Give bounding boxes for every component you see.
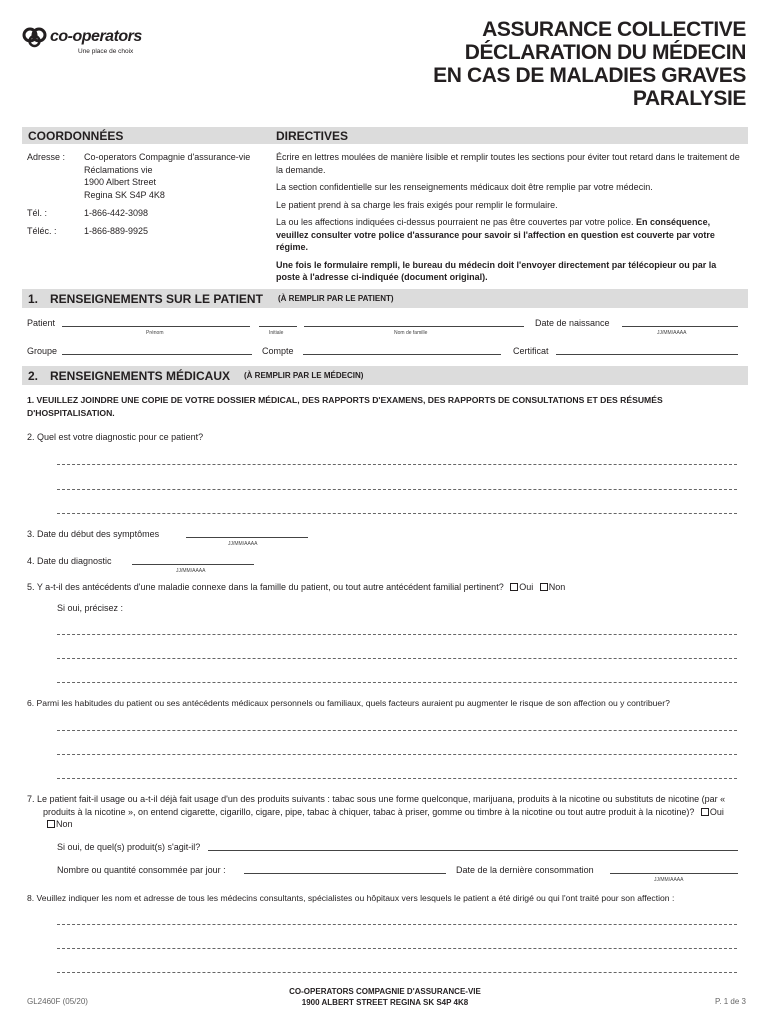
address-line: Regina SK S4P 4K8 [84, 189, 165, 200]
compte-label: Compte [262, 346, 294, 356]
q7-qty-label: Nombre ou quantité consommée par jour : [57, 865, 226, 875]
answer-line[interactable] [57, 634, 737, 635]
patient-label: Patient [27, 318, 56, 328]
tel-value: 1-866-442-3098 [84, 208, 149, 218]
section1-title: RENSEIGNEMENTS SUR LE PATIENT [50, 292, 263, 306]
directives-heading: DIRECTIVES [276, 129, 349, 143]
directive-3: Le patient prend à sa charge les frais exigés pour remplir le formulaire. [276, 199, 558, 210]
question-3: 3. Date du début des symptômes [27, 529, 160, 539]
section1-header [22, 289, 748, 308]
date-format-caption: JJ/MM/AAAA [176, 568, 206, 574]
q7-last-label: Date de la dernière consommation [456, 865, 594, 875]
form-code: GL2460F (05/20) [27, 997, 88, 1006]
directive-5: Une fois le formulaire rempli, le bureau du médecin doit l'envoyer directement par télécopieur ou par la poste à l'adresse ci-indiquée (document original). [276, 259, 717, 282]
date-format-caption: JJ/MM/AAAA [228, 541, 258, 547]
q7-non-checkbox[interactable] [47, 820, 55, 828]
answer-line[interactable] [57, 754, 737, 755]
patient-initial-field[interactable] [259, 326, 297, 327]
certificat-label: Certificat [513, 346, 549, 356]
answer-line[interactable] [57, 464, 737, 465]
answer-line[interactable] [57, 924, 737, 925]
products-field[interactable] [208, 850, 738, 851]
q7-oui-checkbox[interactable] [701, 808, 709, 816]
section2-title: RENSEIGNEMENTS MÉDICAUX [50, 369, 231, 383]
answer-line[interactable] [57, 778, 737, 779]
symptom-start-date-field[interactable] [186, 537, 308, 538]
q5-oui-checkbox[interactable] [510, 583, 518, 591]
certificat-field[interactable] [556, 354, 738, 355]
logo-mark-icon [22, 26, 48, 48]
answer-line[interactable] [57, 513, 737, 514]
question-8: 8. Veuillez indiquer les nom et adresse de tous les médecins consultants, spécialistes ou hôpitaux vers lesquels le patient a été dirigé ou qui l'ont traité pour son affection : [27, 893, 675, 903]
title-line: ASSURANCE COLLECTIVE [482, 18, 746, 41]
document-title [366, 18, 746, 110]
fax-value: 1-866-889-9925 [84, 226, 149, 236]
company-logo [22, 24, 172, 64]
page-number: P. 1 de 3 [715, 997, 746, 1006]
q5-oui-label: Oui [519, 582, 534, 592]
section1-number: 1. [28, 292, 39, 306]
section2-number: 2. [28, 369, 39, 383]
q7-non-label: Non [56, 819, 73, 829]
initiale-caption: Initiale [269, 330, 284, 336]
question-5: 5. Y a-t-il des antécédents d'une maladie connexe dans la famille du patient, ou tout autre antécédent familial pertinent? Oui Non [27, 582, 566, 592]
q5-non-checkbox[interactable] [540, 583, 548, 591]
fax-label: Téléc. : [27, 226, 57, 236]
directive-4: La ou les affections indiquées ci-dessus pourraient ne pas être couvertes par votre police. En conséquence, veuillez consulter votre police d'assurance pour savoir si l'affection en question est couverte par votre régime. [276, 217, 715, 252]
groupe-label: Groupe [27, 346, 58, 356]
answer-line[interactable] [57, 489, 737, 490]
tel-label: Tél. : [27, 208, 48, 218]
brand-tagline: Une place de choix [78, 48, 134, 55]
coordonnees-heading: COORDONNÉES [28, 129, 124, 143]
quantity-field[interactable] [244, 873, 446, 874]
last-use-date-field[interactable] [610, 873, 738, 874]
question-4: 4. Date du diagnostic [27, 556, 112, 566]
q7-which-label: Si oui, de quel(s) produit(s) s'agit-il? [57, 842, 201, 852]
q5-precise-label: Si oui, précisez : [57, 603, 124, 613]
directive-2: La section confidentielle sur les renseignements médicaux doit être remplie par votre médecin. [276, 182, 653, 192]
info-header-bar [22, 127, 748, 144]
answer-line[interactable] [57, 948, 737, 949]
patient-last-name-field[interactable] [304, 326, 524, 327]
compte-field[interactable] [303, 354, 501, 355]
directives-body [276, 151, 742, 284]
address-line: Co-operators Compagnie d'assurance-vie [84, 152, 251, 162]
diagnosis-date-field[interactable] [132, 564, 254, 565]
question-7: 7. Le patient fait-il usage ou a-t-il déjà fait usage d'un des produits suivants : tabac sous une forme quelconque, marijuana, produits à la nicotine ou substituts de nicotine (par « produits à la nicotine », on entend cigarette, cigarillo, cigare, pipe, tabac à chiquer, tabac à priser, gomme ou timbre à la nicotine ou tout autre produit à la nicotine)? Oui Non [27, 794, 726, 829]
address-label: Adresse : [27, 152, 66, 162]
address-line: Réclamations vie [84, 164, 153, 175]
q7-oui-label: Oui [709, 806, 724, 817]
question-1: 1. VEUILLEZ JOINDRE UNE COPIE DE VOTRE DOSSIER MÉDICAL, DES RAPPORTS D'EXAMENS, DES RAPPORTS DE CONSULTATIONS ET DES RÉSUMÉS D'HOSPITALISATION. [27, 395, 663, 418]
section2-subtitle: (À REMPLIR PAR LE MÉDECIN) [244, 371, 364, 380]
date-format-caption: JJ/MM/AAAA [654, 877, 684, 883]
groupe-field[interactable] [62, 354, 252, 355]
dob-field[interactable] [622, 326, 738, 327]
footer-street: 1900 ALBERT STREET REGINA SK S4P 4K8 [301, 998, 469, 1007]
question-2: 2. Quel est votre diagnostic pour ce patient? [27, 432, 204, 442]
section1-subtitle: (À REMPLIR PAR LE PATIENT) [278, 294, 394, 303]
nom-caption: Nom de famille [394, 330, 428, 336]
brand-name: co-operators [50, 28, 142, 45]
title-line: EN CAS DE MALADIES GRAVES [433, 64, 746, 87]
prenom-caption: Prénom [146, 330, 164, 336]
answer-line[interactable] [57, 658, 737, 659]
dob-label: Date de naissance [535, 318, 610, 328]
title-line: DÉCLARATION DU MÉDECIN [464, 41, 746, 64]
patient-first-name-field[interactable] [62, 326, 250, 327]
section2-header [22, 366, 748, 385]
question-6: 6. Parmi les habitudes du patient ou ses antécédents médicaux personnels ou familiaux, quels facteurs auraient pu augmenter le risque de son affection ou y contribuer? [27, 698, 670, 708]
answer-line[interactable] [57, 972, 737, 973]
answer-line[interactable] [57, 682, 737, 683]
footer-address [230, 986, 540, 1008]
title-line: PARALYSIE [632, 87, 746, 110]
directive-1: Écrire en lettres moulées de manière lisible et remplir toutes les sections pour éviter tout retard dans le traitement de la demande. [276, 152, 740, 175]
answer-line[interactable] [57, 730, 737, 731]
footer-company: CO-OPERATORS COMPAGNIE D'ASSURANCE-VIE [289, 987, 481, 996]
address-line: 1900 Albert Street [84, 177, 157, 187]
q5-non-label: Non [548, 582, 566, 592]
address-block [84, 151, 250, 201]
dob-format-caption: JJ/MM/AAAA [657, 330, 687, 336]
